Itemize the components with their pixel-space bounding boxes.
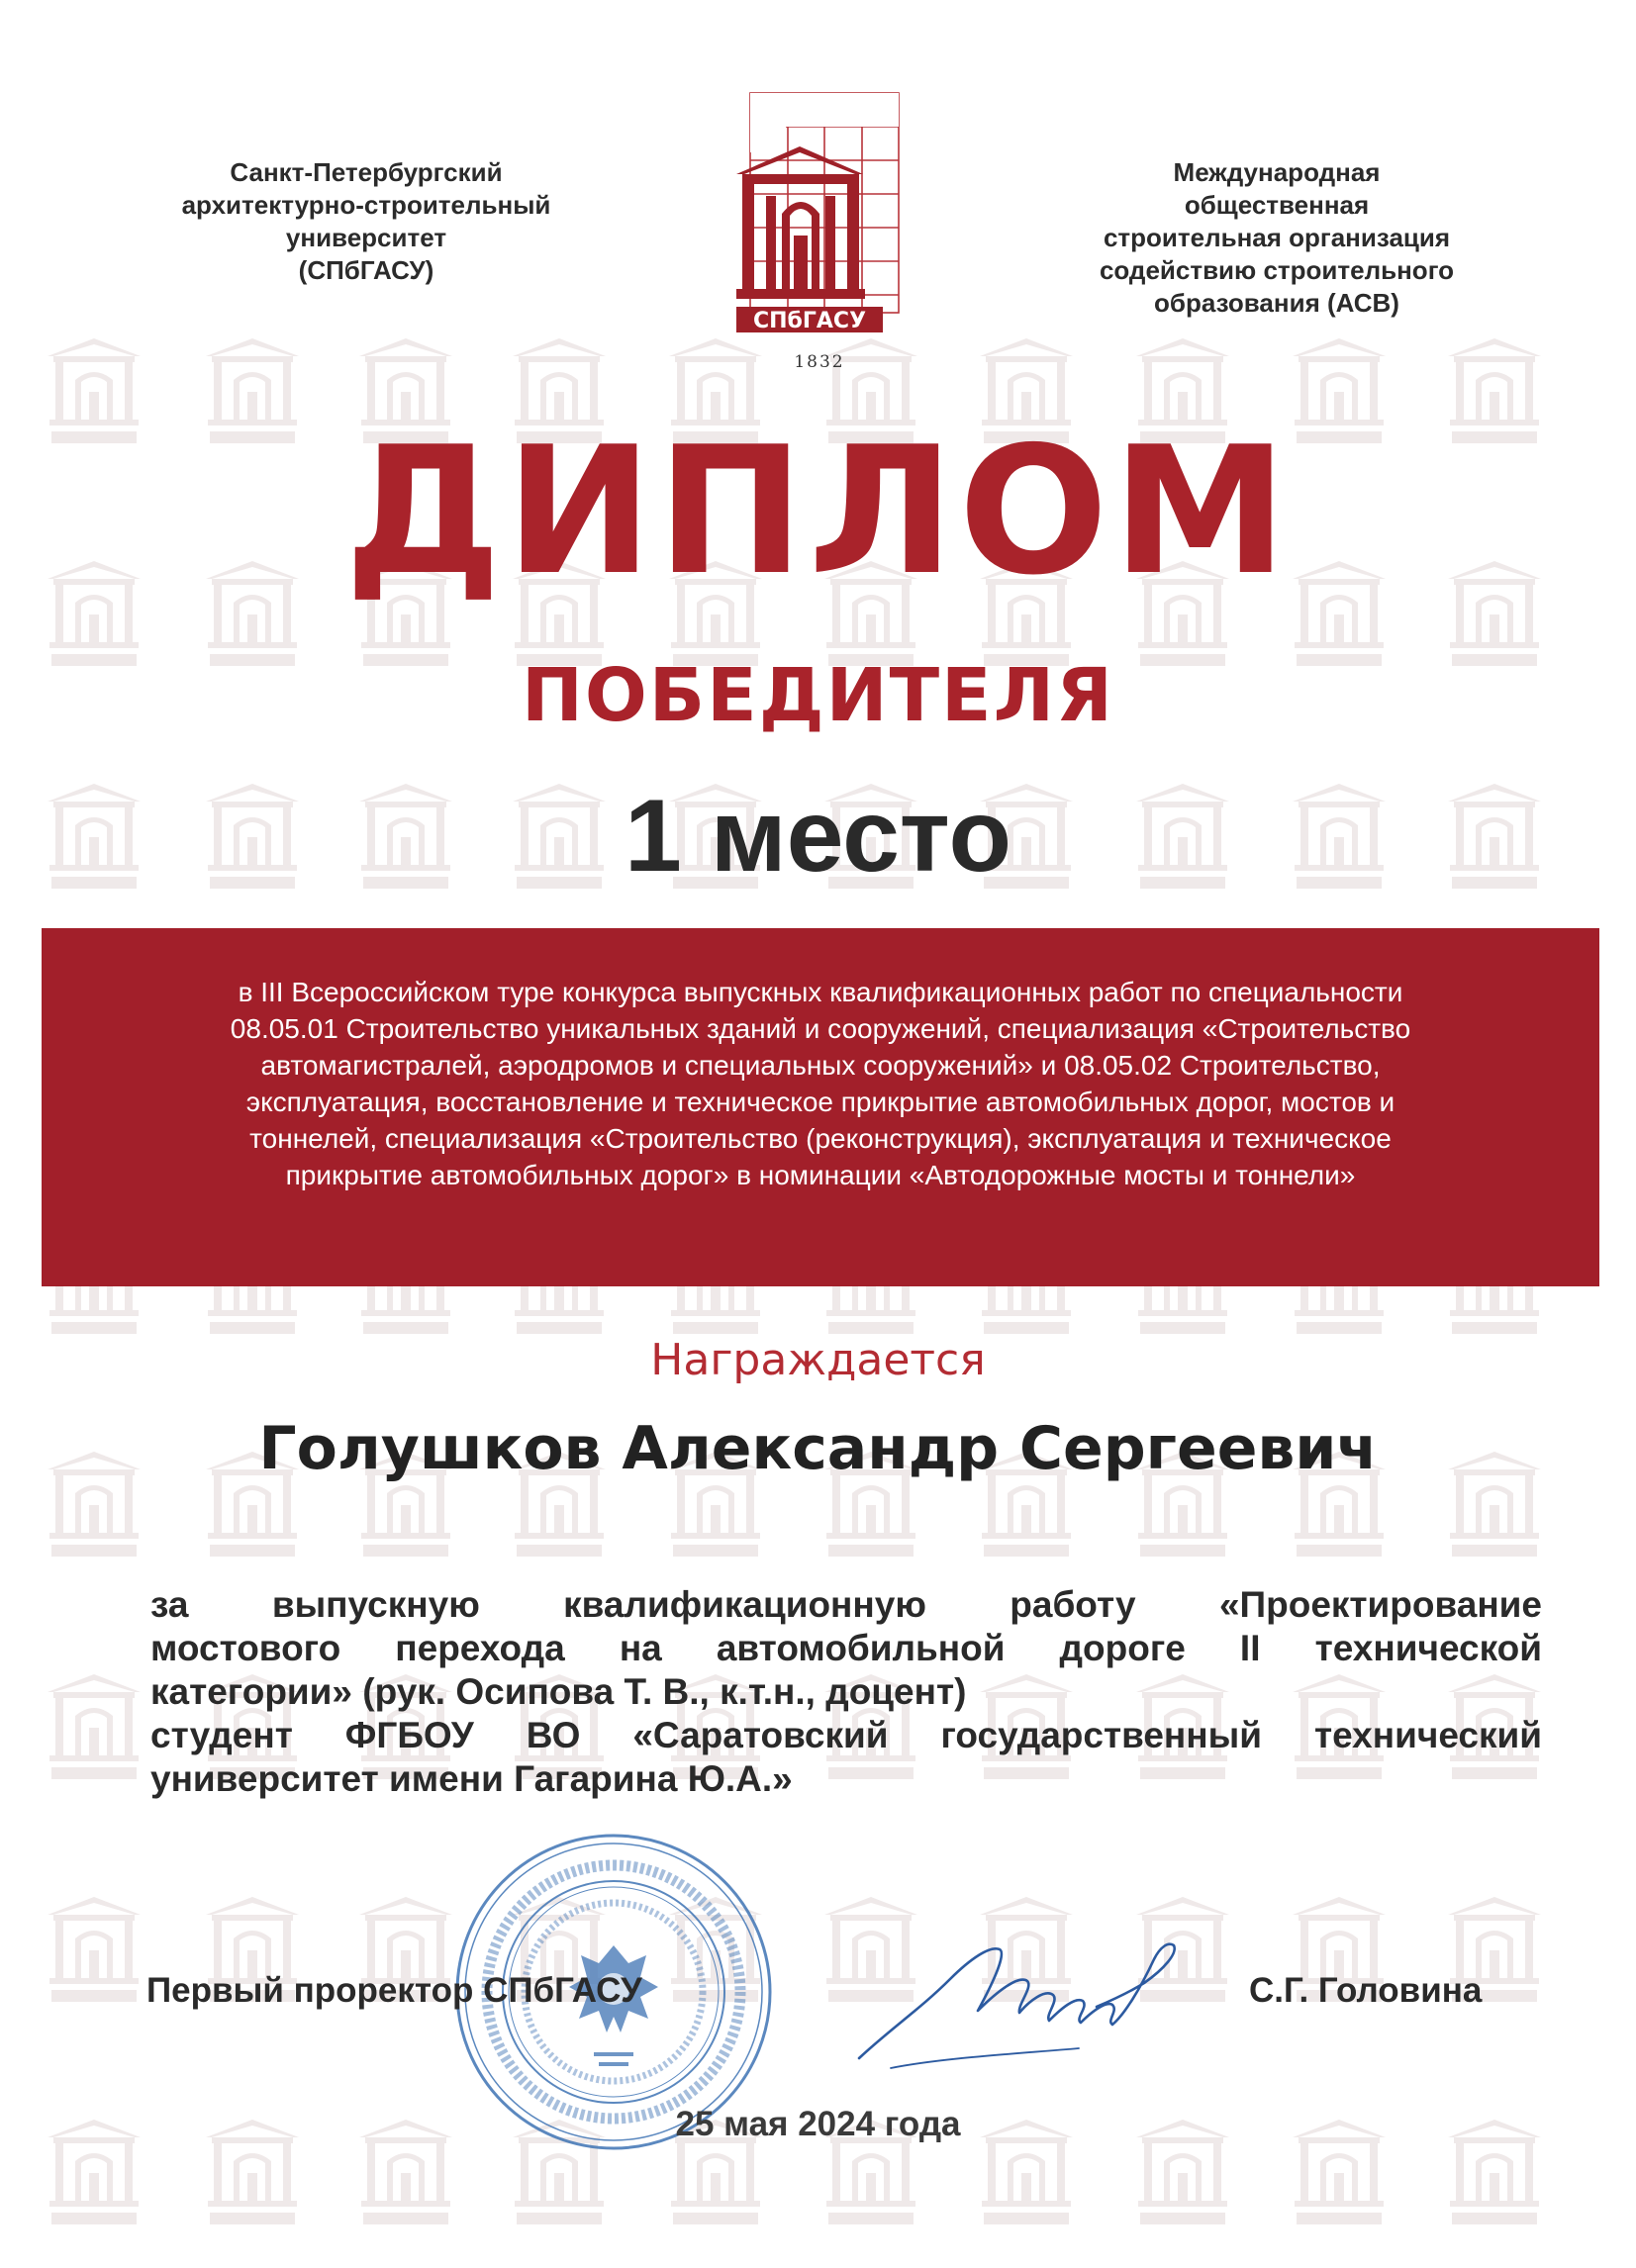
logo-year: 1832: [794, 352, 845, 372]
handwritten-signature-icon: [851, 1910, 1188, 2078]
right-org-line: образования (АСВ): [1154, 288, 1399, 318]
right-org-line: строительная организация: [1103, 223, 1451, 252]
description-line: 08.05.01 Строительство уникальных зданий и сооружений, специализация «Строительство: [230, 1013, 1411, 1044]
signer-name: С.Г. Головина: [1249, 1971, 1483, 2010]
award-reason-line: студент ФГБОУ ВО «Саратовский государственный технический: [150, 1715, 1542, 1755]
diploma-subtitle: ПОБЕДИТЕЛЯ: [521, 653, 1115, 738]
right-org-line: общественная: [1184, 190, 1370, 220]
award-reason-line: университет имени Гагарина Ю.А.»: [150, 1758, 793, 1799]
description-line: прикрытие автомобильных дорог» в номинации «Автодорожные мосты и тоннели»: [285, 1160, 1356, 1190]
right-org-line: Международная: [1173, 157, 1381, 187]
description-line: тоннелей, специализация «Строительство (реконструкция), эксплуатация и техническое: [249, 1123, 1392, 1154]
left-organization-name: [148, 156, 584, 287]
description-line: эксплуатация, восстановление и техническое прикрытие автомобильных дорог, мостов и: [245, 1087, 1395, 1117]
issue-date: 25 мая 2024 года: [675, 2105, 961, 2143]
competition-description: [111, 974, 1530, 1193]
description-line: автомагистралей, аэродромов и специальных сооружений» и 08.05.02 Строительство,: [260, 1050, 1381, 1081]
award-reason-line: категории» (рук. Осипова Т. В., к.т.н., доцент): [150, 1671, 967, 1712]
right-org-line: содействию строительного: [1099, 255, 1455, 285]
signer-title: Первый проректор СПбГАСУ: [146, 1971, 642, 2010]
award-place: 1 место: [624, 779, 1012, 894]
spbgasu-building-logo-icon: [730, 87, 909, 354]
left-org-line: архитектурно-строительный: [181, 190, 551, 220]
award-reason-line: за выпускную квалификационную работу «Проектирование: [150, 1584, 1542, 1625]
spbgasu-watermark-icon: [40, 1662, 148, 1791]
left-org-line: (СПбГАСУ): [298, 255, 434, 285]
competition-description-band: [42, 928, 1599, 1286]
logo-wordmark: СПбГАСУ: [752, 309, 867, 333]
awarded-label: Награждается: [650, 1335, 986, 1385]
left-org-line: Санкт-Петербургский: [230, 157, 503, 187]
description-line: в III Всероссийском туре конкурса выпускных квалификационных работ по специальности: [238, 977, 1403, 1007]
recipient-name: Голушков Александр Сергеевич: [258, 1414, 1378, 1483]
spbgasu-logo: [730, 87, 909, 384]
diploma-title: ДИПЛОМ: [344, 409, 1292, 614]
left-org-line: университет: [285, 223, 447, 252]
award-reason-line: мостового перехода на автомобильной дороге II технической: [150, 1628, 1542, 1668]
spbgasu-watermark-icon: [40, 1885, 148, 2014]
right-organization-name: [1044, 156, 1509, 320]
